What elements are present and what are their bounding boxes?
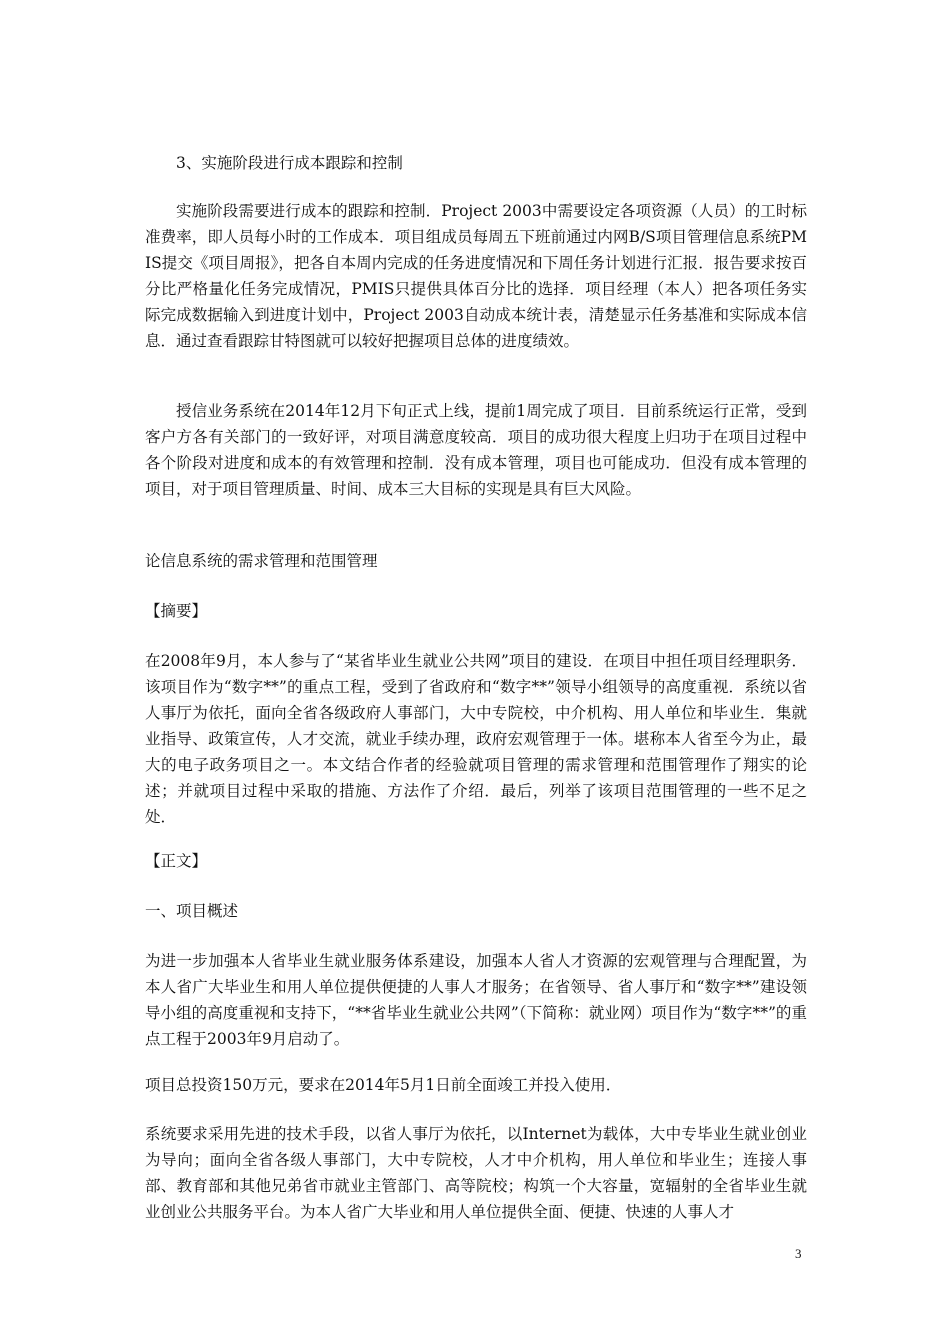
paragraph-cost-tracking: 实施阶段需要进行成本的跟踪和控制．Project 2003中需要设定各项资源（人员）的工时标准费率，即人员每小时的工作成本．项目组成员每周五下班前通过内网B/S项目管理信息系统PMIS提交《项目周报》，把各自本周内完成的任务进度情况和下周任务计划进行汇报．报告要求按百分比严格量化任务完成情况，PMIS只提供具体百分比的选择．项目经理（本人）把各项任务实际完成数据输入到进度计划中，Project 2003自动成本统计表，清楚显示任务基准和实际成本信息．通过查看跟踪甘特图就可以较好把握项目总体的进度绩效。 [145, 202, 807, 350]
overview-paragraph-2: 项目总投资150万元，要求在2014年5月1日前全面竣工并投入使用． [145, 1076, 622, 1094]
section-heading: 3、实施阶段进行成本跟踪和控制 [176, 154, 403, 172]
overview-paragraph-1: 为进一步加强本人省毕业生就业服务体系建设，加强本人省人才资源的宏观管理与合理配置，为本人省广大毕业生和用人单位提供便捷的人事人才服务；在省领导、省人事厅和“数字**”建设领导小组的高度重视和支持下，“**省毕业生就业公共网”（下简称：就业网）项目作为“数字**”的重点工程于2003年9月启动了。 [145, 952, 807, 1048]
abstract-text: 在2008年9月，本人参与了“某省毕业生就业公共网”项目的建设．在项目中担任项目经理职务．该项目作为“数字**”的重点工程，受到了省政府和“数字**”领导小组领导的高度重视．系统以省人事厅为依托，面向全省各级政府人事部门，大中专院校，中介机构、用人单位和毕业生．集就业指导、政策宣传，人才交流，就业手续办理，政府宏观管理于一体。堪称本人省至今为止，最大的电子政务项目之一。本文结合作者的经验就项目管理的需求管理和范围管理作了翔实的论述；并就项目过程中采取的措施、方法作了介绍．最后，列举了该项目范围管理的一些不足之处． [145, 652, 807, 826]
essay-title: 论信息系统的需求管理和范围管理 [145, 552, 378, 570]
abstract-label: 【摘要】 [145, 602, 208, 620]
body-label: 【正文】 [145, 852, 208, 870]
overview-paragraph-3: 系统要求采用先进的技术手段，以省人事厅为依托，以Internet为载体，大中专毕业生就业创业为导向；面向全省各级人事部门，大中专院校，人才中介机构，用人单位和毕业生；连接人事部、教育部和其他兄弟省市就业主管部门、高等院校；构筑一个大容量，宽辐射的全省毕业生就业创业公共服务平台。为本人省广大毕业和用人单位提供全面、便捷、快速的人事人才 [145, 1125, 807, 1221]
overview-heading: 一、项目概述 [145, 902, 239, 920]
page-number: 3 [795, 1246, 802, 1261]
paragraph-conclusion: 授信业务系统在2014年12月下旬正式上线，提前1周完成了项目．目前系统运行正常，受到客户方各有关部门的一致好评，对项目满意度较高．项目的成功很大程度上归功于在项目过程中各个阶段对进度和成本的有效管理和控制．没有成本管理，项目也可能成功．但没有成本管理的项目，对于项目管理质量、时间、成本三大目标的实现是具有巨大风险。 [145, 402, 807, 498]
